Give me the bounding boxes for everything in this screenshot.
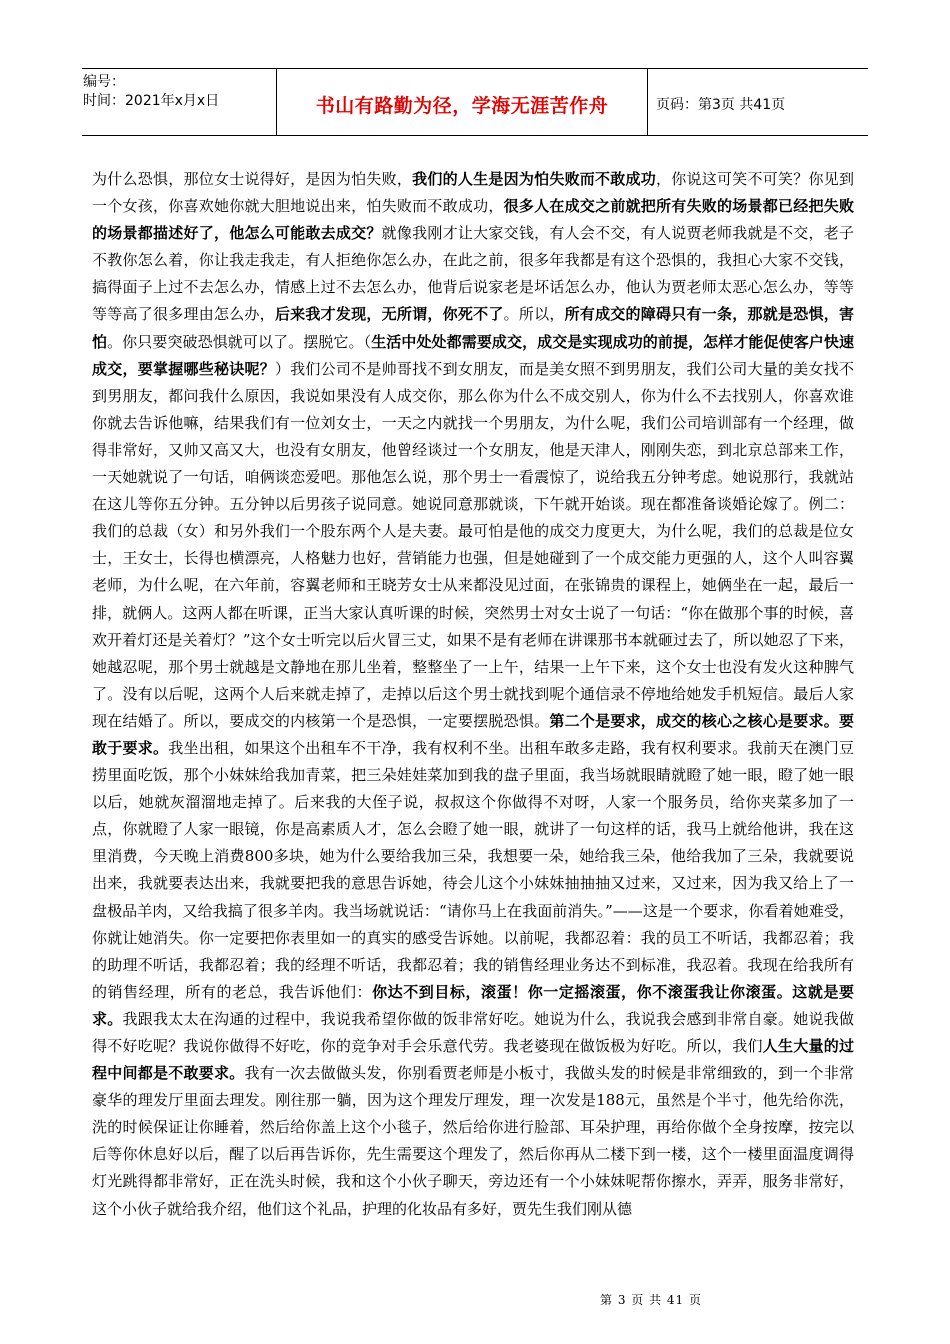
emphasized-text: 我们的人生是因为怕失败而不敢成功 [412,170,657,188]
emphasized-text: 你达不到目标，滚蛋！你一定摇滚蛋，你不滚蛋我让你滚蛋。这就是要求。 [92,982,854,1028]
date-label: 时间：2021年x月x日 [83,93,220,109]
page-code: 页码：第3页 共41页 [656,97,786,113]
page-header [82,68,868,136]
serial-label: 编号： [83,74,125,90]
body-text: 我坐出租，如果这个出租车不干净，我有权利不坐。出租车敢多走路，我有权利要求。我前天在澳门豆捞里面吃饭，那个小妹妹给我加青菜，把三朵娃娃菜加到我的盘子里面，我当场就眼睛就瞪了她一眼，瞪了她一眼以后，她就灰溜溜地走掉了。后来我的大侄子说，叔叔这个你做得不对呀，人家一个服务员，给你夹菜多加了一点，你就瞪了人家一眼镜，你是高素质人才，怎么会瞪了她一眼，就讲了一句这样的话，我马上就给他讲，我在这里消费，今天晚上消费800多块，她为什么要给我加三朵，我想要一朵，她给我三朵，他给我加了三朵，我就要说出来，我就要表达出来，我就要把我的意思告诉她，待会儿这个小妹妹抽抽抽又过来，又过来，因为我又给上了一盘极品羊肉，又给我搞了很多羊肉。我当场就说话：“请你马上在我面前消失。”——这是一个要求，你看着她难受，你就让她消失。你一定要把你表里如一的真实的感受告诉她。以前呢，我都忍着：我的员工不听话，我都忍着；我的助理不听话，我都忍着；我的经理不听话，我都忍着；我的销售经理业务达不到标准，我忍着。我现在给我所有的销售经理，所有的老总，我告诉他们： [92,738,854,1001]
body-text: ，你说这可笑不可笑？你见到一个女孩，你喜欢她你就大胆地说出来，怕失败而不敢成功， [92,170,854,216]
body-text: 。所以， [503,305,565,324]
body-text: 就像我刚才让大家交钱，有人会不交，有人说贾老师我就是不交，老子不教你怎么着，你让我走我走，有人拒绝你怎么办，在此之前，很多年我都是有这个恐惧的，我担心大家不交钱，搞得面子上过不去怎么办，情感上过不去怎么办，他背后说家老是坏话怎么办，他认为贾老师太恶心怎么办，等等等等高了很多理由怎么办， [92,224,854,324]
motto-text: 书山有路勤为径，学海无涯苦作舟 [315,94,609,117]
body-text: 。你只要突破恐惧就可以了。摆脱它。（ [107,332,372,351]
emphasized-text: 很多人在成交之前就把所有失败的场景都已经把失败的场景都描述好了，他怎么可能敢去成交？ [92,197,854,243]
page-footer: 第 3 页 共 41 页 [600,1293,702,1307]
header-page-code-cell [648,69,868,135]
emphasized-text: 第二个是要求，成交的核心之核心是要求。要敢于要求。 [92,711,854,757]
body-text: 我有一次去做做头发，你别看贾老师是小板寸，我做头发的时候是非常细致的，到一个非常豪华的理发厅里面去理发。刚往那一躺，因为这个理发厅理发，理一次发是188元，虽然是个半寸，他先给你洗，洗的时候保证让你睡着，然后给你盖上这个小毯子，然后给你进行脸部、耳朵护理，再给你做个全身按摩，按完以后等你休息好以后，醒了以后再告诉你，先生需要这个理发了，然后你再从二楼下到一楼，这个一楼里面温度调得灯光跳得都非常好，正在洗头时候，我和这个小伙子聊天，旁边还有一个小妹妹呢帮你擦水，弄弄，服务非常好，这个小伙子就给我介绍，他们这个礼品，护理的化妆品有多好，贾先生我们刚从德 [92,1064,854,1218]
header-meta [82,69,277,135]
body-text: 为什么恐惧，那位女士说得好，是因为怕失败， [92,170,413,188]
emphasized-text: 生活中处处都需要成交，成交是实现成功的前提，怎样才能促使客户快速成交，要掌握哪些秘诀呢？ [92,332,854,378]
emphasized-text: 所有成交的障碍只有一条，那就是恐惧，害怕 [92,305,854,351]
body-paragraph [92,166,854,1223]
body-text: 我跟我太太在沟通的过程中，我说我希望你做的饭非常好吃。她说为什么，我说我会感到非常自豪。她说我做得不好吃呢？我说你做得不好吃，你的竞争对手会乐意代劳。我老婆现在做饭极为好吃。所以，我们 [92,1009,854,1055]
header-motto-cell [277,69,648,135]
body-text: ）我们公司不是帅哥找不到女朋友，而是美女照不到男朋友，我们公司大量的美女找不到男朋友，都问我什么原因，我说如果没有人成交你，那么你为什么不成交别人，你为什么不去找别人，你喜欢谁你就去告诉他嘛，结果我们有一位刘女士，一天之内就找一个男朋友，为什么呢，我们公司培训部有一个经理，做得非常好，又帅又高又大，也没有女朋友，他曾经谈过一个女朋友，他是天津人，刚刚失恋，到北京总部来工作，一天她就说了一句话，咱俩谈恋爱吧。那他怎么说，那个男士一看震惊了，说给我五分钟考虑。她说那行，我就站在这儿等你五分钟。五分钟以后男孩子说同意。她说同意那就谈，下午就开始谈。现在都准备谈婚论嫁了。例二：我们的总裁（女）和另外我们一个股东两个人是夫妻。最可怕是他的成交力度更大，为什么呢，我们的总裁是位女士，王女士，长得也横漂亮，人格魅力也好，营销能力也强，但是她碰到了一个成交能力更强的人，这个人叫容翼老师，为什么呢，在六年前，容翼老师和王晓芳女士从来都没见过面，在张锦贵的课程上，她俩坐在一起，最后一排，就俩人。这两人都在听课，正当大家认真听课的时候，突然男士对女士说了一句话：“你在做那个事的时候，喜欢开着灯还是关着灯？”这个女士听完以后火冒三丈，如果不是有老师在讲课那书本就砸过去了，所以她忍了下来，她越忍呢，那个男士就越是文静地在那儿坐着，整整坐了一上午，结果一上午下来，这个女士也没有发火这种脾气了。没有以后呢，这两个人后来就走掉了，走掉以后这个男士就找到呢个通信录不停地给她发手机短信。最后人家现在结婚了。所以，要成交的内核第一个是恐惧，一定要摆脱恐惧。 [92,359,854,730]
emphasized-text: 人生大量的过程中间都是不敢要求。 [92,1037,854,1083]
emphasized-text: 后来我才发现，无所谓，你死不了 [274,305,504,324]
